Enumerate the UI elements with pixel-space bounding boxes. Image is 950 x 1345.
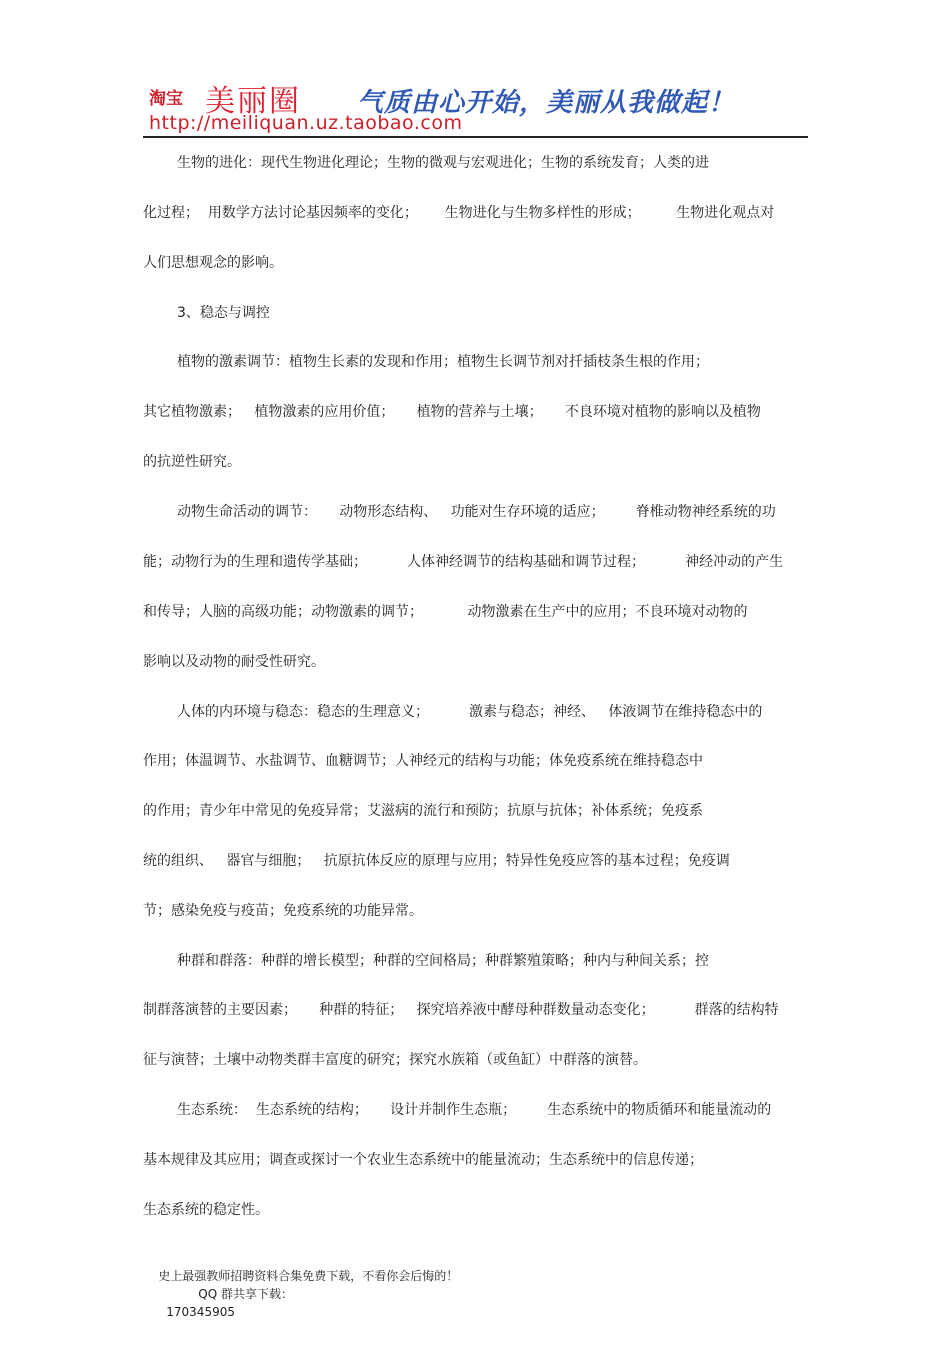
body-line: 和传导；人脑的高级功能；动物激素的调节； 动物激素在生产中的应用；不良环境对动物的 xyxy=(143,604,748,620)
banner-shop-prefix: 淘宝 xyxy=(149,89,183,109)
body-line: 征与演替；土壤中动物类群丰富度的研究；探究水族箱（或鱼缸）中群落的演替。 xyxy=(143,1052,647,1068)
body-line: 人体的内环境与稳态：稳态的生理意义； 激素与稳态；神经、 体液调节在维持稳态中的 xyxy=(177,704,763,720)
body-line: 统的组织、 器官与细胞； 抗原抗体反应的原理与应用；特异性免疫应答的基本过程；免疫调 xyxy=(143,853,730,869)
body-line: 作用；体温调节、水盐调节、血糖调节；人神经元的结构与功能；体免疫系统在维持稳态中 xyxy=(143,753,703,769)
body-line: 影响以及动物的耐受性研究。 xyxy=(143,654,325,670)
body-line: 种群和群落：种群的增长模型；种群的空间格局；种群繁殖策略；种内与种间关系；控 xyxy=(177,953,709,969)
footer-qq-label: QQ 群共享下载： xyxy=(198,1287,293,1301)
banner-url: http://meiliquan.uz.taobao.com xyxy=(149,112,463,134)
footer-promo-text: 史上最强教师招聘资料合集免费下载，不看你会后悔的！ xyxy=(158,1269,459,1283)
body-line: 的抗逆性研究。 xyxy=(143,454,241,470)
page-footer xyxy=(143,1249,458,1339)
body-line: 生态系统的稳定性。 xyxy=(143,1202,269,1218)
body-line: 化过程； 用数学方法讨论基因频率的变化； 生物进化与生物多样性的形成； 生物进化观点对 xyxy=(143,205,775,221)
banner-shop-name: 美丽圈 xyxy=(205,84,301,119)
body-line: 节；感染免疫与疫苗；免疫系统的功能异常。 xyxy=(143,903,423,919)
footer-qq-number: 170345905 xyxy=(166,1305,235,1319)
body-line: 其它植物激素； 植物激素的应用价值； 植物的营养与土壤； 不良环境对植物的影响以及植物 xyxy=(143,404,761,420)
body-line: 动物生命活动的调节： 动物形态结构、 功能对生存环境的适应； 脊椎动物神经系统的功 xyxy=(177,504,776,520)
body-line: 生态系统： 生态系统的结构； 设计并制作生态瓶； 生态系统中的物质循环和能量流动的 xyxy=(177,1102,772,1118)
body-line: 制群落演替的主要因素； 种群的特征； 探究培养液中酵母种群数量动态变化； 群落的结构特 xyxy=(143,1002,779,1018)
body-line: 能；动物行为的生理和遗传学基础； 人体神经调节的结构基础和调节过程； 神经冲动的产生 xyxy=(143,554,784,570)
body-line: 人们思想观念的影响。 xyxy=(143,255,283,271)
header-divider xyxy=(143,136,808,138)
body-line: 生物的进化：现代生物进化理论；生物的微观与宏观进化；生物的系统发育；人类的进 xyxy=(177,155,709,171)
body-line: 植物的激素调节：植物生长素的发现和作用；植物生长调节剂对扦插枝条生根的作用； xyxy=(177,354,709,370)
banner-slogan: 气质由心开始，美丽从我做起！ xyxy=(357,88,736,118)
shop-banner xyxy=(143,72,808,138)
body-line: 基本规律及其应用；调查或探讨一个农业生态系统中的能量流动；生态系统中的信息传递； xyxy=(143,1152,703,1168)
section-heading: 3、稳态与调控 xyxy=(177,305,270,321)
body-line: 的作用；青少年中常见的免疫异常；艾滋病的流行和预防；抗原与抗体；补体系统；免疫系 xyxy=(143,803,703,819)
